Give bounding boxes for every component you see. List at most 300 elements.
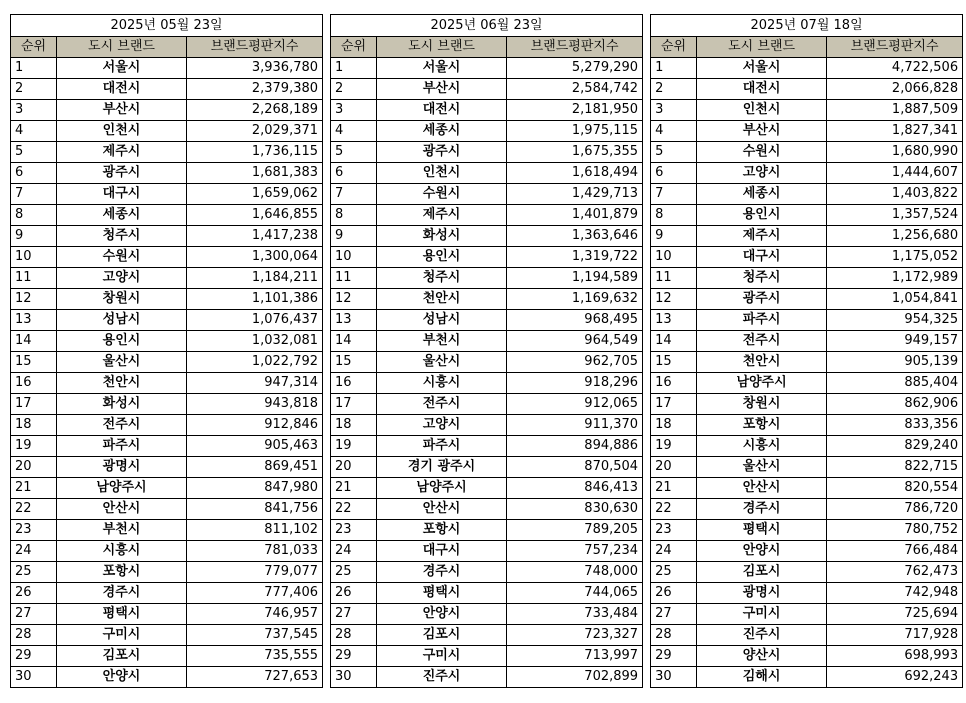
table-row [331,163,643,184]
rank-cell: 26 [651,583,697,604]
rank-cell: 11 [331,268,377,289]
table-row [651,625,963,646]
table-row [651,331,963,352]
city-cell: 창원시 [57,289,187,310]
score-cell: 1,646,855 [187,205,323,226]
city-cell: 평택시 [377,583,507,604]
city-cell: 광명시 [697,583,827,604]
score-cell: 2,584,742 [507,79,643,100]
score-cell: 779,077 [187,562,323,583]
city-cell: 고양시 [377,415,507,436]
city-cell: 울산시 [697,457,827,478]
city-cell: 전주시 [697,331,827,352]
city-cell: 포항시 [57,562,187,583]
table-row [331,247,643,268]
table-row [11,625,323,646]
rank-cell: 6 [11,163,57,184]
city-cell: 김해시 [697,667,827,688]
rank-cell: 8 [11,205,57,226]
table-date: 2025년 07월 18일 [651,15,963,37]
rank-cell: 28 [651,625,697,646]
city-cell: 용인시 [697,205,827,226]
city-cell: 파주시 [57,436,187,457]
rank-cell: 4 [651,121,697,142]
score-cell: 786,720 [827,499,963,520]
rank-cell: 6 [651,163,697,184]
score-cell: 1,444,607 [827,163,963,184]
table-body [11,58,323,688]
table-row [651,520,963,541]
city-cell: 안산시 [697,478,827,499]
rank-cell: 8 [651,205,697,226]
table-row [11,562,323,583]
rank-cell: 12 [11,289,57,310]
table-row [651,394,963,415]
score-cell: 766,484 [827,541,963,562]
score-cell: 744,065 [507,583,643,604]
city-cell: 경주시 [697,499,827,520]
city-cell: 경주시 [377,562,507,583]
table-row [651,100,963,121]
table-row [11,394,323,415]
city-cell: 고양시 [697,163,827,184]
rank-cell: 7 [331,184,377,205]
score-cell: 1,363,646 [507,226,643,247]
city-cell: 파주시 [377,436,507,457]
score-cell: 733,484 [507,604,643,625]
table-row [331,562,643,583]
table-row [651,205,963,226]
city-cell: 경주시 [57,583,187,604]
score-cell: 894,886 [507,436,643,457]
city-cell: 안양시 [697,541,827,562]
rank-cell: 15 [331,352,377,373]
city-cell: 대전시 [697,79,827,100]
table-row [651,226,963,247]
rank-cell: 29 [651,646,697,667]
table-row [651,310,963,331]
score-cell: 735,555 [187,646,323,667]
city-cell: 대구시 [697,247,827,268]
city-cell: 울산시 [377,352,507,373]
rank-cell: 10 [331,247,377,268]
score-cell: 713,997 [507,646,643,667]
rank-cell: 4 [11,121,57,142]
city-cell: 청주시 [697,268,827,289]
city-cell: 세종시 [377,121,507,142]
score-cell: 3,936,780 [187,58,323,79]
table-row [331,415,643,436]
score-cell: 943,818 [187,394,323,415]
score-cell: 947,314 [187,373,323,394]
table-row [651,142,963,163]
city-cell: 대구시 [377,541,507,562]
table-row [11,268,323,289]
city-cell: 세종시 [697,184,827,205]
score-cell: 2,379,380 [187,79,323,100]
rank-cell: 23 [651,520,697,541]
rank-cell: 26 [11,583,57,604]
score-cell: 717,928 [827,625,963,646]
table-row [331,457,643,478]
city-cell: 광주시 [57,163,187,184]
table-row [11,226,323,247]
rank-cell: 27 [651,604,697,625]
city-cell: 파주시 [697,310,827,331]
city-cell: 부산시 [57,100,187,121]
score-cell: 1,429,713 [507,184,643,205]
table-row [11,352,323,373]
score-cell: 885,404 [827,373,963,394]
city-cell: 대전시 [377,100,507,121]
table-row [331,58,643,79]
score-cell: 964,549 [507,331,643,352]
table-row [331,667,643,688]
city-cell: 수원시 [377,184,507,205]
table-date: 2025년 06월 23일 [331,15,643,37]
score-cell: 777,406 [187,583,323,604]
score-cell: 748,000 [507,562,643,583]
score-cell: 1,659,062 [187,184,323,205]
score-cell: 1,172,989 [827,268,963,289]
rank-cell: 16 [11,373,57,394]
city-cell: 포항시 [377,520,507,541]
rank-cell: 1 [651,58,697,79]
city-cell: 남양주시 [697,373,827,394]
table-row [651,499,963,520]
table-row [11,667,323,688]
rank-cell: 9 [651,226,697,247]
rank-cell: 28 [11,625,57,646]
score-cell: 5,279,290 [507,58,643,79]
rank-cell: 6 [331,163,377,184]
score-cell: 1,680,990 [827,142,963,163]
table-row [11,184,323,205]
score-cell: 918,296 [507,373,643,394]
rank-cell: 21 [651,478,697,499]
rank-cell: 28 [331,625,377,646]
city-cell: 수원시 [57,247,187,268]
rank-cell: 24 [11,541,57,562]
score-cell: 762,473 [827,562,963,583]
city-cell: 인천시 [377,163,507,184]
column-header-rank: 순위 [11,37,57,58]
city-cell: 청주시 [57,226,187,247]
city-cell: 성남시 [57,310,187,331]
score-cell: 1,256,680 [827,226,963,247]
table-row [11,646,323,667]
table-row [331,268,643,289]
column-header-score: 브랜드평판지수 [507,37,643,58]
column-header-rank: 순위 [331,37,377,58]
rank-cell: 13 [11,310,57,331]
city-cell: 전주시 [377,394,507,415]
rank-cell: 21 [11,478,57,499]
table-row [651,583,963,604]
rank-cell: 19 [651,436,697,457]
table-date: 2025년 05월 23일 [11,15,323,37]
city-cell: 울산시 [57,352,187,373]
city-cell: 부천시 [57,520,187,541]
score-cell: 1,054,841 [827,289,963,310]
rank-cell: 30 [331,667,377,688]
rank-cell: 14 [11,331,57,352]
city-cell: 제주시 [377,205,507,226]
table-row [11,289,323,310]
rank-cell: 23 [11,520,57,541]
table-row [11,142,323,163]
table-row [11,331,323,352]
rank-cell: 5 [651,142,697,163]
table-row [11,499,323,520]
table-row [331,100,643,121]
city-cell: 광명시 [57,457,187,478]
score-cell: 820,554 [827,478,963,499]
rank-cell: 10 [651,247,697,268]
score-cell: 870,504 [507,457,643,478]
rank-cell: 13 [651,310,697,331]
score-cell: 1,827,341 [827,121,963,142]
column-header-city: 도시 브랜드 [57,37,187,58]
city-cell: 전주시 [57,415,187,436]
score-cell: 1,675,355 [507,142,643,163]
rank-cell: 27 [331,604,377,625]
table-row [651,415,963,436]
table-row [651,58,963,79]
city-cell: 안산시 [377,499,507,520]
score-cell: 968,495 [507,310,643,331]
rank-cell: 3 [11,100,57,121]
score-cell: 698,993 [827,646,963,667]
ranking-table-1 [330,14,643,688]
score-cell: 1,401,879 [507,205,643,226]
table-row [331,142,643,163]
score-cell: 822,715 [827,457,963,478]
table-row [11,373,323,394]
score-cell: 911,370 [507,415,643,436]
table-row [11,604,323,625]
score-cell: 4,722,506 [827,58,963,79]
score-cell: 829,240 [827,436,963,457]
city-cell: 김포시 [697,562,827,583]
table-row [11,541,323,562]
table-row [331,436,643,457]
rank-cell: 20 [651,457,697,478]
table-row [331,184,643,205]
rank-cell: 5 [11,142,57,163]
score-cell: 1,076,437 [187,310,323,331]
table-row [11,163,323,184]
table-row [651,436,963,457]
city-cell: 제주시 [57,142,187,163]
score-cell: 862,906 [827,394,963,415]
city-cell: 부천시 [377,331,507,352]
rank-cell: 15 [651,352,697,373]
table-row [11,310,323,331]
rank-cell: 17 [11,394,57,415]
column-header-city: 도시 브랜드 [377,37,507,58]
rank-cell: 12 [331,289,377,310]
rank-cell: 11 [651,268,697,289]
rank-cell: 4 [331,121,377,142]
score-cell: 912,065 [507,394,643,415]
city-cell: 서울시 [377,58,507,79]
city-cell: 인천시 [57,121,187,142]
rank-cell: 18 [651,415,697,436]
ranking-table-2 [650,14,963,688]
city-cell: 포항시 [697,415,827,436]
rank-cell: 14 [651,331,697,352]
table-row [11,415,323,436]
city-cell: 인천시 [697,100,827,121]
city-cell: 대구시 [57,184,187,205]
city-cell: 부산시 [377,79,507,100]
ranking-tables [10,14,963,688]
city-cell: 진주시 [377,667,507,688]
score-cell: 1,169,632 [507,289,643,310]
score-cell: 954,325 [827,310,963,331]
table-row [331,352,643,373]
score-cell: 869,451 [187,457,323,478]
table-row [331,121,643,142]
table-row [331,499,643,520]
city-cell: 용인시 [57,331,187,352]
table-row [11,121,323,142]
rank-cell: 25 [11,562,57,583]
score-cell: 1,618,494 [507,163,643,184]
table-row [651,268,963,289]
score-cell: 949,157 [827,331,963,352]
score-cell: 2,181,950 [507,100,643,121]
score-cell: 1,681,383 [187,163,323,184]
city-cell: 안양시 [377,604,507,625]
score-cell: 905,463 [187,436,323,457]
city-cell: 광주시 [697,289,827,310]
score-cell: 780,752 [827,520,963,541]
score-cell: 1,300,064 [187,247,323,268]
score-cell: 2,029,371 [187,121,323,142]
column-header-rank: 순위 [651,37,697,58]
table-row [331,520,643,541]
table-row [651,163,963,184]
score-cell: 1,022,792 [187,352,323,373]
rank-cell: 18 [11,415,57,436]
rank-cell: 1 [331,58,377,79]
city-cell: 성남시 [377,310,507,331]
score-cell: 846,413 [507,478,643,499]
city-cell: 시흥시 [377,373,507,394]
table-row [331,583,643,604]
rank-cell: 14 [331,331,377,352]
rank-cell: 24 [651,541,697,562]
table-row [651,373,963,394]
rank-cell: 30 [651,667,697,688]
rank-cell: 7 [11,184,57,205]
score-cell: 1,101,386 [187,289,323,310]
rank-cell: 2 [651,79,697,100]
rank-cell: 9 [331,226,377,247]
table-row [331,541,643,562]
table-row [11,583,323,604]
table-row [11,457,323,478]
rank-cell: 29 [11,646,57,667]
rank-cell: 5 [331,142,377,163]
rank-cell: 19 [331,436,377,457]
table-row [11,205,323,226]
rank-cell: 1 [11,58,57,79]
table-row [331,478,643,499]
table-row [331,205,643,226]
score-cell: 1,184,211 [187,268,323,289]
city-cell: 화성시 [377,226,507,247]
score-cell: 962,705 [507,352,643,373]
city-cell: 남양주시 [57,478,187,499]
city-cell: 시흥시 [697,436,827,457]
rank-cell: 13 [331,310,377,331]
rank-cell: 2 [11,79,57,100]
rank-cell: 20 [11,457,57,478]
city-cell: 용인시 [377,247,507,268]
rank-cell: 11 [11,268,57,289]
column-header-city: 도시 브랜드 [697,37,827,58]
table-row [331,394,643,415]
table-row [651,457,963,478]
city-cell: 제주시 [697,226,827,247]
city-cell: 천안시 [697,352,827,373]
table-row [11,100,323,121]
score-cell: 1,319,722 [507,247,643,268]
score-cell: 757,234 [507,541,643,562]
city-cell: 광주시 [377,142,507,163]
score-cell: 2,268,189 [187,100,323,121]
score-cell: 841,756 [187,499,323,520]
rank-cell: 26 [331,583,377,604]
score-cell: 905,139 [827,352,963,373]
rank-cell: 9 [11,226,57,247]
rank-cell: 21 [331,478,377,499]
rank-cell: 23 [331,520,377,541]
table-row [331,646,643,667]
table-row [651,646,963,667]
rank-cell: 2 [331,79,377,100]
score-cell: 723,327 [507,625,643,646]
rank-cell: 10 [11,247,57,268]
table-row [331,79,643,100]
table-row [331,331,643,352]
city-cell: 구미시 [377,646,507,667]
rank-cell: 30 [11,667,57,688]
table-row [651,289,963,310]
city-cell: 안산시 [57,499,187,520]
table-body [651,58,963,688]
rank-cell: 17 [331,394,377,415]
rank-cell: 22 [651,499,697,520]
score-cell: 912,846 [187,415,323,436]
city-cell: 김포시 [57,646,187,667]
score-cell: 1,417,238 [187,226,323,247]
table-row [651,604,963,625]
city-cell: 김포시 [377,625,507,646]
table-row [651,478,963,499]
table-row [651,541,963,562]
rank-cell: 12 [651,289,697,310]
rank-cell: 8 [331,205,377,226]
score-cell: 1,194,589 [507,268,643,289]
rank-cell: 3 [331,100,377,121]
rank-cell: 19 [11,436,57,457]
table-row [651,121,963,142]
rank-cell: 3 [651,100,697,121]
